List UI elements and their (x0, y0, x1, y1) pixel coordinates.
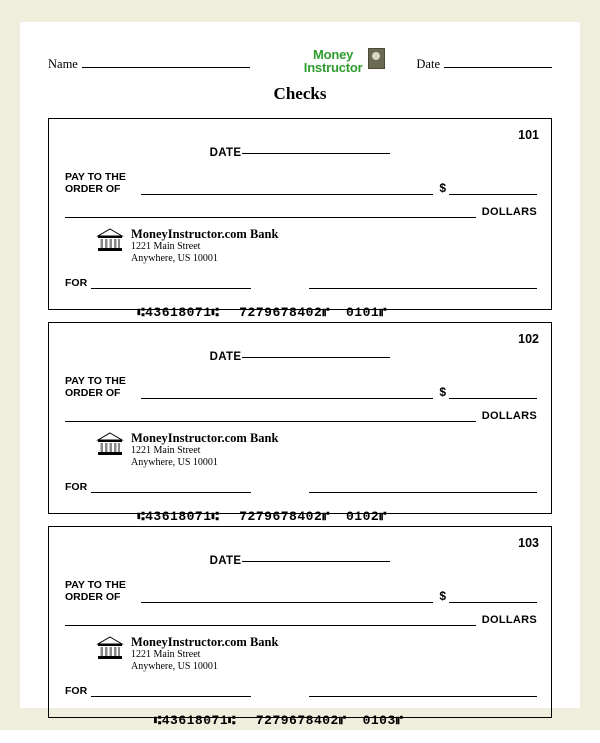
pay-label-line-1: PAY TO THE (65, 579, 126, 591)
micr-routing-close-symbol: ⑆ (228, 714, 236, 728)
amount-words-row (65, 205, 537, 218)
bank-address-line-1: 1221 Main Street (131, 649, 201, 660)
amount-words-input-line[interactable] (65, 205, 476, 218)
bank-text (131, 635, 278, 672)
micr-account-number: 7279678402 (255, 713, 339, 728)
signature-input-line[interactable] (309, 685, 537, 697)
micr-check-symbol: ⑈ (379, 306, 387, 320)
amount-words-row (65, 409, 537, 422)
pay-to-order-row (65, 579, 537, 603)
micr-account-number: 7279678402 (239, 509, 323, 524)
for-label: FOR (65, 277, 88, 289)
pay-label-line-1: PAY TO THE (65, 171, 126, 183)
amount-input-line[interactable] (449, 386, 537, 399)
logo-line-2: Instructor (303, 60, 363, 75)
dollars-label: DOLLARS (481, 614, 537, 626)
micr-routing-open-symbol: ⑆ (137, 306, 146, 320)
bank-text (131, 227, 278, 264)
bank-building-icon (97, 227, 123, 253)
bank-name: MoneyInstructor.com Bank (131, 227, 279, 241)
micr-routing-open-symbol: ⑆ (137, 510, 146, 524)
check-number: 101 (518, 128, 539, 142)
name-input-line[interactable] (82, 67, 250, 68)
sheet-header (48, 48, 552, 82)
bank-text (131, 431, 278, 468)
amount-input-line[interactable] (449, 182, 537, 195)
memo-input-line[interactable] (91, 685, 251, 697)
pay-label-line-2: ORDER OF (65, 387, 121, 399)
pay-label-line-2: ORDER OF (65, 183, 121, 195)
bank-address-line-1: 1221 Main Street (131, 445, 201, 456)
amount-words-row (65, 613, 537, 626)
bank-info (97, 635, 278, 672)
bank-info (97, 227, 278, 264)
signature-input-line[interactable] (309, 481, 537, 493)
bank-address-line-2: Anywhere, US 10001 (131, 456, 218, 468)
memo-signature-row (65, 481, 537, 493)
name-label: Name (48, 57, 78, 71)
bank-building-icon (97, 431, 123, 457)
for-label: FOR (65, 685, 88, 697)
micr-account-symbol: ⑈ (338, 714, 347, 728)
check-103 (48, 526, 552, 728)
check-103-clip (48, 526, 552, 728)
dollars-label: DOLLARS (481, 206, 537, 218)
memo-input-line[interactable] (91, 277, 251, 289)
check-date-line (49, 143, 551, 161)
check-date-label: DATE (209, 147, 242, 159)
money-instructor-badge-icon (368, 48, 385, 69)
check-date-line (49, 347, 551, 365)
logo-line-1: Money (313, 47, 354, 62)
check-date-label: DATE (209, 555, 242, 567)
check-number: 102 (518, 332, 539, 346)
amount-words-input-line[interactable] (65, 409, 476, 422)
bank-building-icon (97, 635, 123, 661)
dollar-symbol: $ (439, 589, 446, 603)
micr-check-number: 0102 (345, 509, 380, 524)
micr-check-number: 0101 (345, 305, 380, 320)
pay-to-order-row (65, 171, 537, 195)
micr-routing-number: 43618071 (145, 305, 212, 320)
amount-input-line[interactable] (449, 590, 537, 603)
date-input-line[interactable] (444, 67, 552, 68)
micr-check-symbol: ⑈ (379, 510, 387, 524)
bank-address-line-2: Anywhere, US 10001 (131, 252, 218, 264)
bank-address-line-1: 1221 Main Street (131, 241, 201, 252)
check-sheet (20, 22, 580, 728)
payee-input-line[interactable] (141, 590, 433, 603)
pay-to-the-order-of-label (65, 579, 131, 603)
date-field-group (416, 48, 552, 72)
bank-info (97, 431, 278, 468)
micr-routing-close-symbol: ⑆ (211, 510, 220, 524)
memo-signature-row (65, 685, 537, 697)
memo-input-line[interactable] (91, 481, 251, 493)
check-date-label: DATE (209, 351, 242, 363)
memo-signature-row (65, 277, 537, 289)
check-number: 103 (518, 536, 539, 550)
money-instructor-logo (273, 48, 393, 74)
pay-label-line-2: ORDER OF (65, 591, 121, 603)
micr-check-number: 0103 (362, 713, 396, 728)
check-date-input-line[interactable] (242, 357, 390, 358)
micr-account-symbol: ⑈ (322, 510, 330, 524)
micr-account-symbol: ⑈ (322, 306, 330, 320)
name-field-group (48, 48, 250, 72)
micr-routing-close-symbol: ⑆ (211, 306, 220, 320)
check-date-line (49, 551, 551, 569)
micr-routing-number: 43618071 (145, 509, 212, 524)
dollars-label: DOLLARS (481, 410, 537, 422)
bank-name: MoneyInstructor.com Bank (131, 635, 279, 649)
for-label: FOR (65, 481, 88, 493)
dollar-symbol: $ (439, 385, 446, 399)
signature-input-line[interactable] (309, 277, 537, 289)
pay-to-order-row (65, 375, 537, 399)
micr-routing-open-symbol: ⑆ (154, 714, 162, 728)
micr-check-symbol: ⑈ (395, 714, 404, 728)
pay-to-the-order-of-label (65, 375, 131, 399)
payee-input-line[interactable] (141, 182, 433, 195)
check-date-input-line[interactable] (242, 561, 390, 562)
dollar-symbol: $ (439, 181, 446, 195)
payee-input-line[interactable] (141, 386, 433, 399)
bank-address-line-2: Anywhere, US 10001 (131, 660, 218, 672)
check-101 (48, 118, 552, 320)
check-102 (48, 322, 552, 524)
check-date-input-line[interactable] (242, 153, 390, 154)
micr-account-number: 7279678402 (239, 305, 323, 320)
page-title: Checks (273, 84, 327, 103)
pay-to-the-order-of-label (65, 171, 131, 195)
pay-label-line-1: PAY TO THE (65, 375, 126, 387)
amount-words-input-line[interactable] (65, 613, 476, 626)
bank-name: MoneyInstructor.com Bank (131, 431, 279, 445)
date-label: Date (416, 57, 440, 71)
micr-line (71, 698, 403, 743)
micr-routing-number: 43618071 (161, 713, 229, 728)
